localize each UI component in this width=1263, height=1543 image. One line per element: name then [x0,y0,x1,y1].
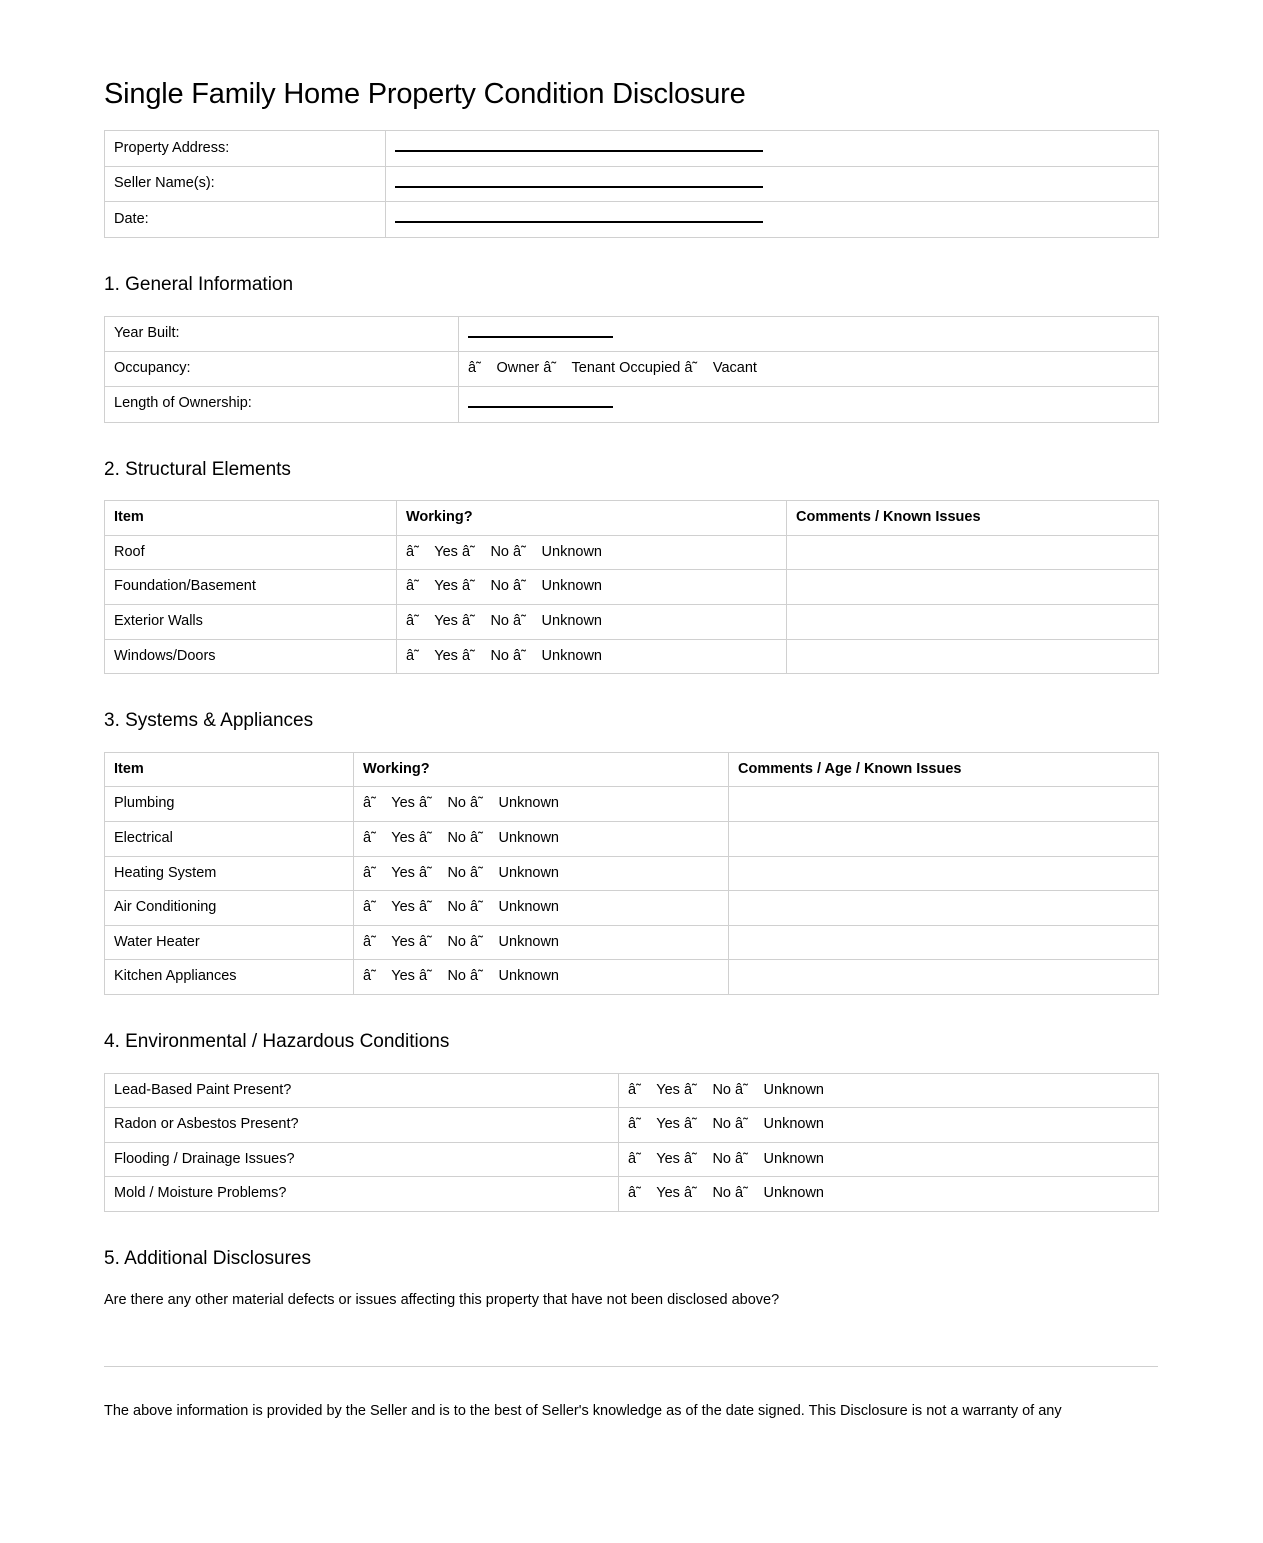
general-information-table [104,316,1159,423]
systems-item-air-conditioning: Air Conditioning [105,891,354,926]
column-header-item: Item [105,752,354,787]
structural-working-windows-doors[interactable]: â˜ Yes â˜ No â˜ Unknown [397,639,787,674]
column-header-item: Item [105,501,397,536]
systems-comments-air-conditioning[interactable] [729,891,1159,926]
column-header-working: Working? [354,752,729,787]
year-built-label: Year Built: [105,316,459,352]
structural-item-roof: Roof [105,535,397,570]
systems-item-heating: Heating System [105,856,354,891]
table-row [105,960,1159,995]
systems-comments-electrical[interactable] [729,822,1159,857]
date-field[interactable] [386,202,1159,238]
systems-comments-plumbing[interactable] [729,787,1159,822]
spacer [104,1271,1158,1290]
environmental-answer-radon-asbestos[interactable]: â˜ Yes â˜ No â˜ Unknown [619,1108,1159,1143]
systems-item-plumbing: Plumbing [105,787,354,822]
environmental-answer-mold[interactable]: â˜ Yes â˜ No â˜ Unknown [619,1177,1159,1212]
structural-item-windows-doors: Windows/Doors [105,639,397,674]
document-content [104,0,1158,1422]
fill-in-line [468,394,613,408]
section-heading-general: 1. General Information [104,274,294,296]
property-address-label: Property Address: [105,131,386,167]
year-built-field[interactable] [459,316,1159,352]
property-address-field[interactable] [386,131,1159,167]
section-heading-environmental: 4. Environmental / Hazardous Conditions [104,1030,450,1052]
systems-comments-heating[interactable] [729,856,1159,891]
environmental-question-lead-paint: Lead-Based Paint Present? [105,1073,619,1108]
systems-item-water-heater: Water Heater [105,925,354,960]
page-title: Single Family Home Property Condition Disclosure [104,78,746,110]
environmental-conditions-table [104,1073,1159,1212]
column-header-comments-age: Comments / Age / Known Issues [729,752,1159,787]
table-row [105,166,1159,202]
spacer [104,423,1158,459]
table-row [105,1108,1159,1143]
table-row [105,202,1159,238]
structural-working-foundation[interactable]: â˜ Yes â˜ No â˜ Unknown [397,570,787,605]
structural-item-exterior-walls: Exterior Walls [105,605,397,640]
table-row [105,605,1159,640]
systems-working-heating[interactable]: â˜ Yes â˜ No â˜ Unknown [354,856,729,891]
structural-comments-exterior-walls[interactable] [787,605,1159,640]
table-row [105,822,1159,857]
table-header-row [105,752,1159,787]
seller-name-label: Seller Name(s): [105,166,386,202]
structural-comments-windows-doors[interactable] [787,639,1159,674]
environmental-question-radon-asbestos: Radon or Asbestos Present? [105,1108,619,1143]
systems-working-electrical[interactable]: â˜ Yes â˜ No â˜ Unknown [354,822,729,857]
structural-working-exterior-walls[interactable]: â˜ Yes â˜ No â˜ Unknown [397,605,787,640]
section-heading-systems: 3. Systems & Appliances [104,710,314,732]
systems-working-plumbing[interactable]: â˜ Yes â˜ No â˜ Unknown [354,787,729,822]
section-heading-additional: 5. Additional Disclosures [104,1247,311,1269]
seller-name-field[interactable] [386,166,1159,202]
systems-working-air-conditioning[interactable]: â˜ Yes â˜ No â˜ Unknown [354,891,729,926]
footer-disclaimer: The above information is provided by the Seller and is to the best of Seller's knowledge as of the date signed. This Disclosure is not a warranty of any [104,1403,1062,1419]
table-row [105,1073,1159,1108]
systems-appliances-table [104,752,1159,995]
environmental-question-mold: Mold / Moisture Problems? [105,1177,619,1212]
table-row [105,535,1159,570]
structural-elements-table [104,500,1159,674]
date-label: Date: [105,202,386,238]
systems-comments-kitchen-appliances[interactable] [729,960,1159,995]
spacer [104,481,1158,500]
structural-item-foundation: Foundation/Basement [105,570,397,605]
systems-working-water-heater[interactable]: â˜ Yes â˜ No â˜ Unknown [354,925,729,960]
table-row [105,570,1159,605]
fill-in-line [395,209,763,223]
table-row [105,386,1159,422]
structural-comments-roof[interactable] [787,535,1159,570]
table-row [105,1142,1159,1177]
occupancy-options[interactable]: â˜ Owner â˜ Tenant Occupied â˜ Vacant [459,352,1159,387]
column-header-comments: Comments / Known Issues [787,501,1159,536]
column-header-working: Working? [397,501,787,536]
length-of-ownership-label: Length of Ownership: [105,386,459,422]
environmental-answer-lead-paint[interactable]: â˜ Yes â˜ No â˜ Unknown [619,1073,1159,1108]
fill-in-line [395,138,763,152]
spacer [104,238,1158,274]
systems-item-kitchen-appliances: Kitchen Appliances [105,960,354,995]
table-row [105,787,1159,822]
additional-disclosures-answer-area[interactable] [104,1310,1158,1366]
table-header-row [105,501,1159,536]
fill-in-line [395,174,763,188]
table-row [105,925,1159,960]
table-row [105,316,1159,352]
table-row [105,352,1159,387]
table-row [105,856,1159,891]
spacer [104,297,1158,316]
spacer [104,111,1158,130]
structural-comments-foundation[interactable] [787,570,1159,605]
spacer [104,733,1158,752]
table-row [105,639,1159,674]
environmental-question-flooding: Flooding / Drainage Issues? [105,1142,619,1177]
systems-working-kitchen-appliances[interactable]: â˜ Yes â˜ No â˜ Unknown [354,960,729,995]
property-header-table [104,130,1159,238]
fill-in-line [468,324,613,338]
systems-item-electrical: Electrical [105,822,354,857]
table-row [105,891,1159,926]
table-row [105,131,1159,167]
length-of-ownership-field[interactable] [459,386,1159,422]
table-row [105,1177,1159,1212]
environmental-answer-flooding[interactable]: â˜ Yes â˜ No â˜ Unknown [619,1142,1159,1177]
occupancy-label: Occupancy: [105,352,459,387]
systems-comments-water-heater[interactable] [729,925,1159,960]
spacer [104,1212,1158,1248]
structural-working-roof[interactable]: â˜ Yes â˜ No â˜ Unknown [397,535,787,570]
spacer [104,674,1158,710]
section-heading-structural: 2. Structural Elements [104,458,291,480]
spacer [104,995,1158,1031]
additional-disclosures-prompt: Are there any other material defects or issues affecting this property that have not been disclosed above? [104,1291,780,1308]
spacer [104,1054,1158,1073]
